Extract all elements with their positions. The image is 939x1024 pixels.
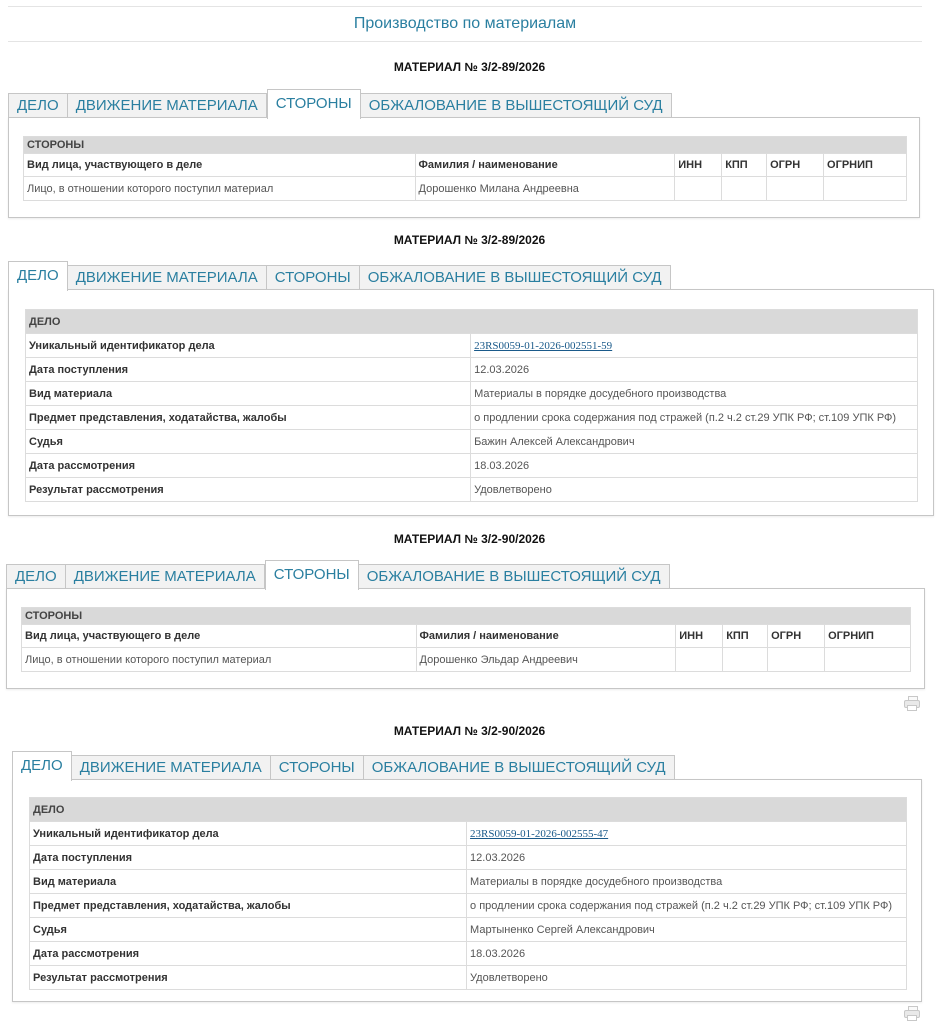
column-header-ogrn: ОГРН: [767, 154, 824, 177]
material-type: Материалы в порядке досудебного производства: [467, 870, 907, 894]
tab-movement[interactable]: ДВИЖЕНИЕ МАТЕРИАЛА: [68, 265, 267, 290]
section-header: СТОРОНЫ: [24, 137, 907, 154]
label-result: Результат рассмотрения: [30, 966, 467, 990]
table-row: [30, 870, 907, 894]
column-header-ogrnip: ОГРНИП: [825, 625, 911, 648]
tab-parties[interactable]: СТОРОНЫ: [267, 89, 361, 119]
party-name: Дорошенко Милана Андреевна: [415, 177, 675, 201]
party-name: Дорошенко Эльдар Андреевич: [416, 648, 676, 672]
review-date: 18.03.2026: [467, 942, 907, 966]
result: Удовлетворено: [471, 478, 918, 502]
party-role: Лицо, в отношении которого поступил материал: [22, 648, 417, 672]
label-judge: Судья: [30, 918, 467, 942]
tab-bar: [8, 88, 672, 118]
tab-appeal[interactable]: ОБЖАЛОВАНИЕ В ВЫШЕСТОЯЩИЙ СУД: [364, 755, 675, 780]
tab-panel: [8, 117, 920, 218]
parties-table: [23, 136, 907, 201]
table-row: [30, 846, 907, 870]
label-judge: Судья: [26, 430, 471, 454]
label-received: Дата поступления: [26, 358, 471, 382]
printer-icon[interactable]: [904, 696, 920, 710]
section-header: ДЕЛО: [26, 310, 918, 334]
table-row: [26, 478, 918, 502]
column-header-ogrnip: ОГРНИП: [824, 154, 907, 177]
tab-delo[interactable]: ДЕЛО: [8, 93, 68, 118]
table-row: [30, 942, 907, 966]
party-kpp: [723, 648, 768, 672]
table-row: [24, 177, 907, 201]
tab-appeal[interactable]: ОБЖАЛОВАНИЕ В ВЫШЕСТОЯЩИЙ СУД: [361, 93, 672, 118]
label-review-date: Дата рассмотрения: [30, 942, 467, 966]
label-uid: Уникальный идентификатор дела: [26, 334, 471, 358]
table-row: [30, 966, 907, 990]
tab-appeal[interactable]: ОБЖАЛОВАНИЕ В ВЫШЕСТОЯЩИЙ СУД: [359, 564, 670, 589]
subject: о продлении срока содержания под стражей (п.2 ч.2 ст.29 УПК РФ; ст.109 УПК РФ): [467, 894, 907, 918]
material-block: [8, 260, 936, 518]
material-title: МАТЕРИАЛ № 3/2-89/2026: [393, 60, 546, 74]
tab-bar: [6, 559, 670, 589]
label-type: Вид материала: [26, 382, 471, 406]
tab-parties[interactable]: СТОРОНЫ: [271, 755, 364, 780]
material-block: [12, 750, 924, 1004]
subject: о продлении срока содержания под стражей (п.2 ч.2 ст.29 УПК РФ; ст.109 УПК РФ): [471, 406, 918, 430]
tab-panel: [6, 588, 925, 689]
table-row: [26, 406, 918, 430]
table-row: [26, 334, 918, 358]
case-uid-link[interactable]: 23RS0059-01-2026-002555-47: [470, 827, 609, 840]
material-title: МАТЕРИАЛ № 3/2-90/2026: [393, 724, 546, 738]
material-block: [8, 88, 920, 218]
column-header-name: Фамилия / наименование: [416, 625, 676, 648]
tab-bar: [12, 750, 675, 780]
judge: Бажин Алексей Александрович: [471, 430, 918, 454]
review-date: 18.03.2026: [471, 454, 918, 478]
party-ogrnip: [824, 177, 907, 201]
tab-movement[interactable]: ДВИЖЕНИЕ МАТЕРИАЛА: [72, 755, 271, 780]
table-row: [30, 894, 907, 918]
received-date: 12.03.2026: [467, 846, 907, 870]
label-type: Вид материала: [30, 870, 467, 894]
table-row: [26, 454, 918, 478]
column-header-kpp: КПП: [722, 154, 767, 177]
material-title: МАТЕРИАЛ № 3/2-90/2026: [393, 532, 546, 546]
tab-delo[interactable]: ДЕЛО: [12, 751, 72, 781]
printer-icon[interactable]: [904, 1006, 920, 1020]
case-uid-link[interactable]: 23RS0059-01-2026-002551-59: [474, 339, 613, 352]
received-date: 12.03.2026: [471, 358, 918, 382]
tab-bar: [8, 260, 671, 290]
judge: Мартыненко Сергей Александрович: [467, 918, 907, 942]
label-received: Дата поступления: [30, 846, 467, 870]
column-header-inn: ИНН: [675, 154, 722, 177]
tab-delo[interactable]: ДЕЛО: [6, 564, 66, 589]
table-row: [30, 918, 907, 942]
section-header: СТОРОНЫ: [22, 608, 911, 625]
material-title: МАТЕРИАЛ № 3/2-89/2026: [393, 233, 546, 247]
tab-panel: [12, 779, 922, 1002]
table-row: [26, 382, 918, 406]
column-header-role: Вид лица, участвующего в деле: [22, 625, 417, 648]
tab-movement[interactable]: ДВИЖЕНИЕ МАТЕРИАЛА: [66, 564, 265, 589]
column-header-ogrn: ОГРН: [768, 625, 825, 648]
material-type: Материалы в порядке досудебного производства: [471, 382, 918, 406]
party-ogrn: [767, 177, 824, 201]
tab-appeal[interactable]: ОБЖАЛОВАНИЕ В ВЫШЕСТОЯЩИЙ СУД: [360, 265, 671, 290]
party-kpp: [722, 177, 767, 201]
party-ogrnip: [825, 648, 911, 672]
section-header: ДЕЛО: [30, 798, 907, 822]
column-header-kpp: КПП: [723, 625, 768, 648]
party-inn: [675, 177, 722, 201]
party-inn: [676, 648, 723, 672]
column-header-name: Фамилия / наименование: [415, 154, 675, 177]
tab-parties[interactable]: СТОРОНЫ: [267, 265, 360, 290]
tab-panel: [8, 289, 934, 516]
party-ogrn: [768, 648, 825, 672]
label-result: Результат рассмотрения: [26, 478, 471, 502]
tab-parties[interactable]: СТОРОНЫ: [265, 560, 359, 590]
column-header-inn: ИНН: [676, 625, 723, 648]
table-row: [26, 358, 918, 382]
result: Удовлетворено: [467, 966, 907, 990]
case-info-table: [29, 797, 907, 990]
table-row: [26, 430, 918, 454]
label-review-date: Дата рассмотрения: [26, 454, 471, 478]
table-row: [22, 648, 911, 672]
case-info-table: [25, 309, 918, 502]
material-block: [6, 559, 926, 691]
tab-movement[interactable]: ДВИЖЕНИЕ МАТЕРИАЛА: [68, 93, 267, 118]
party-role: Лицо, в отношении которого поступил материал: [24, 177, 416, 201]
tab-delo[interactable]: ДЕЛО: [8, 261, 68, 291]
parties-table: [21, 607, 911, 672]
label-subject: Предмет представления, ходатайства, жалобы: [30, 894, 467, 918]
table-row: [30, 822, 907, 846]
label-uid: Уникальный идентификатор дела: [30, 822, 467, 846]
column-header-role: Вид лица, участвующего в деле: [24, 154, 416, 177]
label-subject: Предмет представления, ходатайства, жалобы: [26, 406, 471, 430]
page-title: Производство по материалам: [8, 6, 922, 42]
